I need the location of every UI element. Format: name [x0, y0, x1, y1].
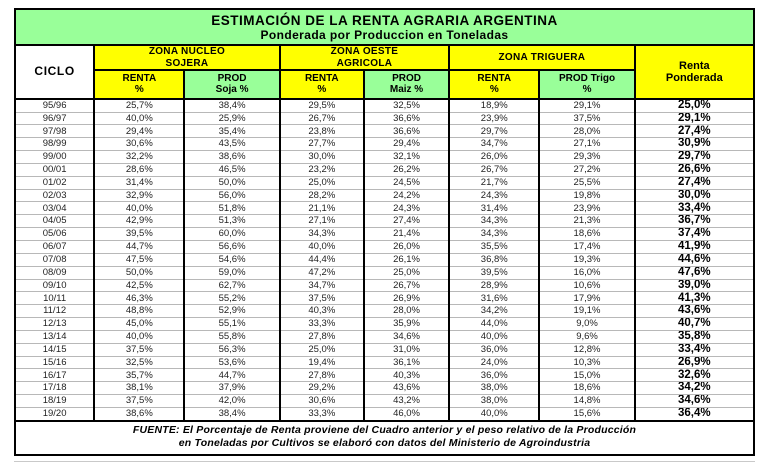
table-row — [15, 138, 754, 151]
value-cell: 30,0% — [280, 151, 364, 164]
value-cell: 48,8% — [94, 305, 184, 318]
value-cell: 52,9% — [184, 305, 279, 318]
table-row — [15, 228, 754, 241]
value-cell: 36,6% — [364, 125, 449, 138]
value-cell: 34,3% — [449, 215, 539, 228]
value-cell: 26,1% — [364, 253, 449, 266]
value-cell: 29,1% — [539, 99, 634, 112]
value-cell: 29,7% — [449, 125, 539, 138]
value-cell: 43,5% — [184, 138, 279, 151]
ponderada-label-line: Ponderada — [665, 72, 723, 84]
header-line: PROD Trigo — [558, 73, 616, 84]
header-line: RENTA — [477, 73, 512, 84]
value-cell: 25,7% — [94, 99, 184, 112]
value-cell: 28,0% — [539, 125, 634, 138]
header-line: % — [134, 84, 144, 96]
value-cell: 34,7% — [280, 279, 364, 292]
value-cell: 35,5% — [449, 240, 539, 253]
value-cell: 60,0% — [184, 228, 279, 241]
footer-line-2: en Toneladas por Cultivos se elaboró con datos del Ministerio de Agroindustria — [178, 437, 591, 450]
ciclo-cell: 10/11 — [15, 292, 94, 305]
value-cell: 25,0% — [280, 343, 364, 356]
ponderada-label-line: Renta — [679, 59, 710, 72]
value-cell: 14,8% — [539, 395, 634, 408]
header-line: % — [582, 84, 592, 96]
value-cell: 31,4% — [94, 176, 184, 189]
value-cell: 36,6% — [364, 112, 449, 125]
value-cell: 19,3% — [539, 253, 634, 266]
value-cell: 10,6% — [539, 279, 634, 292]
table-title — [14, 8, 755, 46]
zone-header-triguera — [449, 45, 635, 69]
value-cell: 19,1% — [539, 305, 634, 318]
title-line-2: Ponderada por Produccion en Toneladas — [260, 27, 509, 42]
value-cell: 21,7% — [449, 176, 539, 189]
ciclo-cell: 97/98 — [15, 125, 94, 138]
value-cell: 51,3% — [184, 215, 279, 228]
value-cell: 55,1% — [184, 318, 279, 331]
value-cell: 38,4% — [184, 99, 279, 112]
value-cell: 29,4% — [94, 125, 184, 138]
zone-name-line: SOJERA — [165, 57, 209, 69]
value-cell: 24,2% — [364, 189, 449, 202]
table-row — [15, 125, 754, 138]
ciclo-cell: 11/12 — [15, 305, 94, 318]
renta-maiz-header — [280, 70, 364, 99]
value-cell: 55,2% — [184, 292, 279, 305]
value-cell: 40,3% — [364, 369, 449, 382]
prod-trigo-header — [539, 70, 634, 99]
value-cell: 42,9% — [94, 215, 184, 228]
value-cell: 17,9% — [539, 292, 634, 305]
renta-agraria-table — [14, 44, 755, 421]
table-row — [15, 305, 754, 318]
ponderada-cell: 35,8% — [635, 330, 754, 343]
ponderada-cell: 44,6% — [635, 253, 754, 266]
value-cell: 26,7% — [280, 112, 364, 125]
ciclo-cell: 13/14 — [15, 330, 94, 343]
value-cell: 28,2% — [280, 189, 364, 202]
table-row — [15, 99, 754, 112]
value-cell: 39,5% — [94, 228, 184, 241]
report-sheet — [14, 8, 755, 462]
ponderada-cell: 29,7% — [635, 151, 754, 164]
ciclo-cell: 09/10 — [15, 279, 94, 292]
ponderada-cell: 29,1% — [635, 112, 754, 125]
value-cell: 40,0% — [449, 407, 539, 420]
ponderada-column-header — [635, 45, 754, 98]
table-row — [15, 215, 754, 228]
value-cell: 31,4% — [449, 202, 539, 215]
header-line: RENTA — [304, 73, 339, 84]
ciclo-cell: 12/13 — [15, 318, 94, 331]
prod-maiz-header — [364, 70, 449, 99]
value-cell: 53,6% — [184, 356, 279, 369]
ponderada-cell: 26,9% — [635, 356, 754, 369]
value-cell: 32,9% — [94, 189, 184, 202]
table-row — [15, 189, 754, 202]
footer-line-1: FUENTE: El Porcentaje de Renta proviene del Cuadro anterior y el peso relativo de la Producción — [132, 423, 637, 436]
value-cell: 26,7% — [364, 279, 449, 292]
value-cell: 56,0% — [184, 189, 279, 202]
value-cell: 27,7% — [280, 138, 364, 151]
ciclo-cell: 99/00 — [15, 151, 94, 164]
value-cell: 55,8% — [184, 330, 279, 343]
value-cell: 26,0% — [364, 240, 449, 253]
value-cell: 36,8% — [449, 253, 539, 266]
value-cell: 56,6% — [184, 240, 279, 253]
value-cell: 37,5% — [280, 292, 364, 305]
table-row — [15, 240, 754, 253]
value-cell: 26,2% — [364, 163, 449, 176]
value-cell: 38,0% — [449, 395, 539, 408]
value-cell: 35,7% — [94, 369, 184, 382]
value-cell: 38,1% — [94, 382, 184, 395]
ponderada-cell: 41,3% — [635, 292, 754, 305]
value-cell: 38,6% — [94, 407, 184, 420]
table-row — [15, 343, 754, 356]
header-line: PROD — [392, 73, 421, 84]
footer-note — [14, 420, 755, 456]
value-cell: 30,6% — [280, 395, 364, 408]
value-cell: 17,4% — [539, 240, 634, 253]
ciclo-cell: 07/08 — [15, 253, 94, 266]
ciclo-cell: 00/01 — [15, 163, 94, 176]
value-cell: 40,0% — [94, 202, 184, 215]
zone-name-line: ZONA OESTE — [330, 46, 399, 58]
ponderada-cell: 40,7% — [635, 318, 754, 331]
value-cell: 32,5% — [364, 99, 449, 112]
ponderada-cell: 27,4% — [635, 125, 754, 138]
title-line-1: ESTIMACIÓN DE LA RENTA AGRARIA ARGENTINA — [211, 13, 558, 28]
value-cell: 34,3% — [280, 228, 364, 241]
value-cell: 21,1% — [280, 202, 364, 215]
header-line: Maiz % — [389, 84, 424, 96]
table-row — [15, 395, 754, 408]
ciclo-cell: 14/15 — [15, 343, 94, 356]
value-cell: 25,9% — [184, 112, 279, 125]
ponderada-cell: 26,6% — [635, 163, 754, 176]
ciclo-cell: 18/19 — [15, 395, 94, 408]
value-cell: 27,1% — [539, 138, 634, 151]
table-row — [15, 292, 754, 305]
value-cell: 9,6% — [539, 330, 634, 343]
value-cell: 32,2% — [94, 151, 184, 164]
ponderada-cell: 36,7% — [635, 215, 754, 228]
value-cell: 38,0% — [449, 382, 539, 395]
value-cell: 44,0% — [449, 318, 539, 331]
ponderada-cell: 39,0% — [635, 279, 754, 292]
value-cell: 23,9% — [539, 202, 634, 215]
ponderada-cell: 32,6% — [635, 369, 754, 382]
value-cell: 40,0% — [94, 112, 184, 125]
table-row — [15, 253, 754, 266]
value-cell: 25,5% — [539, 176, 634, 189]
value-cell: 51,8% — [184, 202, 279, 215]
ponderada-cell: 33,4% — [635, 343, 754, 356]
value-cell: 27,8% — [280, 330, 364, 343]
value-cell: 36,1% — [364, 356, 449, 369]
value-cell: 26,7% — [449, 163, 539, 176]
value-cell: 37,9% — [184, 382, 279, 395]
value-cell: 34,7% — [449, 138, 539, 151]
value-cell: 21,4% — [364, 228, 449, 241]
table-row — [15, 279, 754, 292]
value-cell: 46,3% — [94, 292, 184, 305]
header-line: % — [489, 84, 499, 96]
ponderada-cell: 34,6% — [635, 395, 754, 408]
value-cell: 24,5% — [364, 176, 449, 189]
value-cell: 62,7% — [184, 279, 279, 292]
value-cell: 24,0% — [449, 356, 539, 369]
value-cell: 36,0% — [449, 369, 539, 382]
value-cell: 40,0% — [94, 330, 184, 343]
value-cell: 46,0% — [364, 407, 449, 420]
value-cell: 37,5% — [94, 395, 184, 408]
value-cell: 35,9% — [364, 318, 449, 331]
value-cell: 24,3% — [449, 189, 539, 202]
ponderada-cell: 47,6% — [635, 266, 754, 279]
zone-header-oeste-agricola — [280, 45, 449, 69]
ciclo-cell: 98/99 — [15, 138, 94, 151]
ciclo-cell: 04/05 — [15, 215, 94, 228]
zone-name-line: ZONA NUCLEO — [148, 46, 226, 58]
table-row — [15, 176, 754, 189]
ciclo-cell: 03/04 — [15, 202, 94, 215]
value-cell: 23,2% — [280, 163, 364, 176]
table-row — [15, 112, 754, 125]
ponderada-cell: 30,9% — [635, 138, 754, 151]
value-cell: 21,3% — [539, 215, 634, 228]
ciclo-cell: 05/06 — [15, 228, 94, 241]
value-cell: 18,6% — [539, 228, 634, 241]
table-row — [15, 330, 754, 343]
prod-soja-header — [184, 70, 279, 99]
header-line: % — [317, 84, 327, 96]
value-cell: 19,8% — [539, 189, 634, 202]
ciclo-cell: 16/17 — [15, 369, 94, 382]
ponderada-cell: 27,4% — [635, 176, 754, 189]
value-cell: 45,0% — [94, 318, 184, 331]
header-line: PROD — [217, 73, 247, 84]
value-cell: 9,0% — [539, 318, 634, 331]
table-row — [15, 151, 754, 164]
renta-trigo-header — [449, 70, 539, 99]
ponderada-cell: 36,4% — [635, 407, 754, 420]
table-row — [15, 369, 754, 382]
ciclo-column-header: CICLO — [15, 45, 94, 98]
value-cell: 23,8% — [280, 125, 364, 138]
ponderada-cell: 37,4% — [635, 228, 754, 241]
zone-header-nucleo-sojera — [94, 45, 280, 69]
value-cell: 33,3% — [280, 407, 364, 420]
value-cell: 47,2% — [280, 266, 364, 279]
value-cell: 12,8% — [539, 343, 634, 356]
ciclo-cell: 15/16 — [15, 356, 94, 369]
value-cell: 50,0% — [184, 176, 279, 189]
value-cell: 31,0% — [364, 343, 449, 356]
value-cell: 37,5% — [94, 343, 184, 356]
value-cell: 29,5% — [280, 99, 364, 112]
table-row — [15, 407, 754, 420]
value-cell: 27,4% — [364, 215, 449, 228]
value-cell: 15,0% — [539, 369, 634, 382]
value-cell: 39,5% — [449, 266, 539, 279]
value-cell: 38,4% — [184, 407, 279, 420]
value-cell: 19,4% — [280, 356, 364, 369]
value-cell: 38,6% — [184, 151, 279, 164]
value-cell: 15,6% — [539, 407, 634, 420]
group-header-row — [15, 45, 754, 69]
ponderada-cell: 25,0% — [635, 99, 754, 112]
value-cell: 23,9% — [449, 112, 539, 125]
ponderada-cell: 43,6% — [635, 305, 754, 318]
value-cell: 29,4% — [364, 138, 449, 151]
header-line: Soja % — [215, 84, 249, 96]
table-row — [15, 163, 754, 176]
ciclo-cell: 06/07 — [15, 240, 94, 253]
value-cell: 42,5% — [94, 279, 184, 292]
value-cell: 35,4% — [184, 125, 279, 138]
value-cell: 47,5% — [94, 253, 184, 266]
value-cell: 59,0% — [184, 266, 279, 279]
ciclo-cell: 17/18 — [15, 382, 94, 395]
value-cell: 43,2% — [364, 395, 449, 408]
value-cell: 40,0% — [449, 330, 539, 343]
value-cell: 27,2% — [539, 163, 634, 176]
table-row — [15, 382, 754, 395]
ciclo-cell: 96/97 — [15, 112, 94, 125]
value-cell: 30,6% — [94, 138, 184, 151]
ponderada-cell: 33,4% — [635, 202, 754, 215]
value-cell: 50,0% — [94, 266, 184, 279]
ciclo-cell: 19/20 — [15, 407, 94, 420]
value-cell: 32,1% — [364, 151, 449, 164]
value-cell: 31,6% — [449, 292, 539, 305]
renta-soja-header — [94, 70, 184, 99]
value-cell: 27,8% — [280, 369, 364, 382]
value-cell: 18,6% — [539, 382, 634, 395]
value-cell: 27,1% — [280, 215, 364, 228]
value-cell: 28,9% — [449, 279, 539, 292]
ciclo-cell: 02/03 — [15, 189, 94, 202]
value-cell: 28,0% — [364, 305, 449, 318]
value-cell: 42,0% — [184, 395, 279, 408]
value-cell: 44,7% — [184, 369, 279, 382]
value-cell: 10,3% — [539, 356, 634, 369]
ponderada-cell: 30,0% — [635, 189, 754, 202]
ciclo-cell: 95/96 — [15, 99, 94, 112]
value-cell: 25,0% — [364, 266, 449, 279]
value-cell: 46,5% — [184, 163, 279, 176]
zone-name-line: ZONA TRIGUERA — [498, 51, 586, 63]
value-cell: 34,6% — [364, 330, 449, 343]
header-line: RENTA — [122, 73, 157, 84]
value-cell: 44,4% — [280, 253, 364, 266]
value-cell: 44,7% — [94, 240, 184, 253]
value-cell: 56,3% — [184, 343, 279, 356]
value-cell: 29,3% — [539, 151, 634, 164]
value-cell: 28,6% — [94, 163, 184, 176]
ponderada-cell: 41,9% — [635, 240, 754, 253]
value-cell: 40,3% — [280, 305, 364, 318]
value-cell: 25,0% — [280, 176, 364, 189]
value-cell: 34,2% — [449, 305, 539, 318]
value-cell: 34,3% — [449, 228, 539, 241]
value-cell: 26,9% — [364, 292, 449, 305]
table-row — [15, 318, 754, 331]
value-cell: 18,9% — [449, 99, 539, 112]
value-cell: 37,5% — [539, 112, 634, 125]
table-row — [15, 266, 754, 279]
value-cell: 29,2% — [280, 382, 364, 395]
table-row — [15, 356, 754, 369]
value-cell: 36,0% — [449, 343, 539, 356]
value-cell: 40,0% — [280, 240, 364, 253]
value-cell: 33,3% — [280, 318, 364, 331]
value-cell: 32,5% — [94, 356, 184, 369]
value-cell: 26,0% — [449, 151, 539, 164]
table-row — [15, 202, 754, 215]
table-body — [15, 99, 754, 421]
value-cell: 24,3% — [364, 202, 449, 215]
zone-name-line: AGRICOLA — [336, 57, 393, 69]
value-cell: 16,0% — [539, 266, 634, 279]
ciclo-cell: 08/09 — [15, 266, 94, 279]
ponderada-cell: 34,2% — [635, 382, 754, 395]
value-cell: 54,6% — [184, 253, 279, 266]
value-cell: 43,6% — [364, 382, 449, 395]
ciclo-cell: 01/02 — [15, 176, 94, 189]
